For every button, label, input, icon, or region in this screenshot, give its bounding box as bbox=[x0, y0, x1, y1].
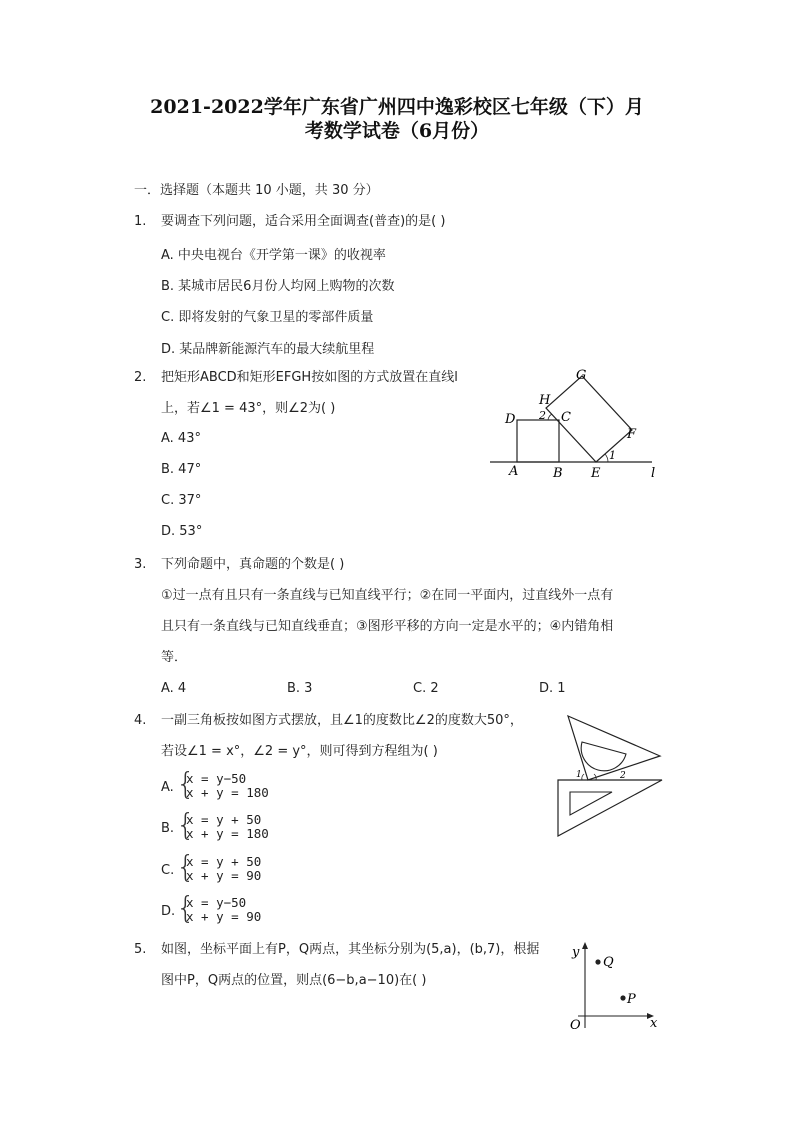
page-title-line-2: 考数学试卷（6月份） bbox=[304, 120, 490, 142]
label-h: H bbox=[539, 393, 551, 408]
q5-number: 5. bbox=[134, 942, 147, 957]
q1-option-d[interactable]: D. 某品牌新能源汽车的最大续航里程 bbox=[161, 342, 375, 357]
q4-option-b-label[interactable]: B. bbox=[161, 821, 175, 836]
label-one: 1 bbox=[609, 449, 616, 462]
q4-option-c-eq2: x + y = 90 bbox=[186, 868, 262, 883]
q4-option-b-brace: { bbox=[176, 808, 196, 843]
label-y: y bbox=[572, 945, 580, 960]
label-g: G bbox=[576, 368, 587, 383]
rect-abcd bbox=[517, 420, 559, 462]
q4-option-a-eq2: x + y = 180 bbox=[186, 785, 269, 800]
bottom-set-square bbox=[558, 780, 662, 836]
section-heading: 一．选择题（本题共 10 小题，共 30 分） bbox=[134, 183, 379, 198]
q4-stem-line-2: 若设∠1 = x°，∠2 = y°，则可得到方程组为( ) bbox=[161, 744, 438, 759]
q4-stem-line-1: 一副三角板按如图方式摆放，且∠1的度数比∠2的度数大50°， bbox=[161, 713, 523, 728]
q5-coordinate-figure bbox=[566, 940, 666, 1032]
q4-set-squares-figure bbox=[554, 712, 666, 838]
q4-option-a-eq1: x = y−50 bbox=[186, 771, 247, 786]
q3-stem: 下列命题中，真命题的个数是( ) bbox=[161, 557, 345, 572]
q3-option-c[interactable]: C. 2 bbox=[413, 681, 439, 696]
angle-2-arc bbox=[548, 414, 552, 420]
q4-option-d-eq2: x + y = 90 bbox=[186, 909, 262, 924]
q4-option-b-eq2: x + y = 180 bbox=[186, 826, 269, 841]
q2-number: 2. bbox=[134, 370, 147, 385]
q5-stem-line-1: 如图，坐标平面上有P，Q两点，其坐标分别为(5,a)，(b,7)，根据 bbox=[161, 942, 540, 957]
q4-option-c-brace: { bbox=[176, 850, 196, 885]
q2-option-a[interactable]: A. 43° bbox=[161, 431, 201, 446]
angle-1-arc bbox=[582, 774, 584, 780]
q2-stem-line-2: 上，若∠1 = 43°，则∠2为( ) bbox=[161, 401, 336, 416]
y-axis-arrow-icon bbox=[582, 942, 588, 949]
q3-body-line-1: ①过一点有且只有一条直线与已知直线平行；②在同一平面内，过直线外一点有 bbox=[161, 588, 614, 603]
point-q bbox=[595, 959, 600, 964]
q2-option-b[interactable]: B. 47° bbox=[161, 462, 202, 477]
q1-stem: 要调查下列问题，适合采用全面调查(普查)的是( ) bbox=[161, 214, 446, 229]
bottom-set-square-hole bbox=[570, 792, 612, 815]
q2-rectangles-figure bbox=[488, 364, 664, 482]
point-p bbox=[620, 995, 625, 1000]
q4-option-c-label[interactable]: C. bbox=[161, 863, 175, 878]
label-b: B bbox=[553, 466, 563, 481]
q4-option-a-brace: { bbox=[176, 767, 196, 802]
q4-option-c-eq1: x = y + 50 bbox=[186, 854, 262, 869]
label-a: A bbox=[509, 464, 519, 479]
q4-option-d-brace: { bbox=[176, 891, 196, 926]
q4-option-a-label[interactable]: A. bbox=[161, 780, 174, 795]
top-set-square bbox=[568, 716, 660, 780]
angle-2-arc bbox=[594, 774, 596, 780]
label-d: D bbox=[505, 412, 516, 427]
q3-number: 3. bbox=[134, 557, 147, 572]
q1-option-c[interactable]: C. 即将发射的气象卫星的零部件质量 bbox=[161, 310, 374, 325]
q2-option-c[interactable]: C. 37° bbox=[161, 493, 202, 508]
q3-option-d[interactable]: D. 1 bbox=[539, 681, 566, 696]
q1-number: 1. bbox=[134, 214, 147, 229]
label-one: 1 bbox=[576, 770, 582, 780]
top-set-square-semicircle bbox=[581, 742, 626, 771]
label-o: O bbox=[570, 1018, 581, 1032]
label-l: l bbox=[651, 466, 656, 481]
q4-option-d-eq1: x = y−50 bbox=[186, 895, 247, 910]
q3-body-line-3: 等． bbox=[161, 650, 188, 665]
angle-1-arc bbox=[605, 454, 608, 462]
q5-stem-line-2: 图中P，Q两点的位置，则点(6−b,a−10)在( ) bbox=[161, 973, 427, 988]
q3-option-a[interactable]: A. 4 bbox=[161, 681, 187, 696]
q4-number: 4. bbox=[134, 713, 147, 728]
label-e: E bbox=[591, 466, 601, 481]
q1-option-a[interactable]: A. 中央电视台《开学第一课》的收视率 bbox=[161, 248, 386, 263]
label-q: Q bbox=[603, 955, 614, 970]
q1-option-b[interactable]: B. 某城市居民6月份人均网上购物的次数 bbox=[161, 279, 395, 294]
label-p: P bbox=[627, 992, 636, 1007]
q3-body-line-2: 且只有一条直线与已知直线垂直；③图形平移的方向一定是水平的；④内错角相 bbox=[161, 619, 614, 634]
q2-stem-line-1: 把矩形ABCD和矩形EFGH按如图的方式放置在直线l bbox=[161, 370, 458, 385]
page-title-line-1: 2021-2022学年广东省广州四中逸彩校区七年级（下）月 bbox=[150, 96, 644, 118]
label-two: 2 bbox=[539, 409, 546, 422]
q4-option-b-eq1: x = y + 50 bbox=[186, 812, 262, 827]
label-c: C bbox=[561, 410, 571, 425]
q4-option-d-label[interactable]: D. bbox=[161, 904, 176, 919]
label-two: 2 bbox=[620, 771, 626, 781]
q3-option-b[interactable]: B. 3 bbox=[287, 681, 313, 696]
q2-option-d[interactable]: D. 53° bbox=[161, 524, 203, 539]
label-x: x bbox=[650, 1016, 658, 1031]
label-f: F bbox=[627, 427, 637, 442]
